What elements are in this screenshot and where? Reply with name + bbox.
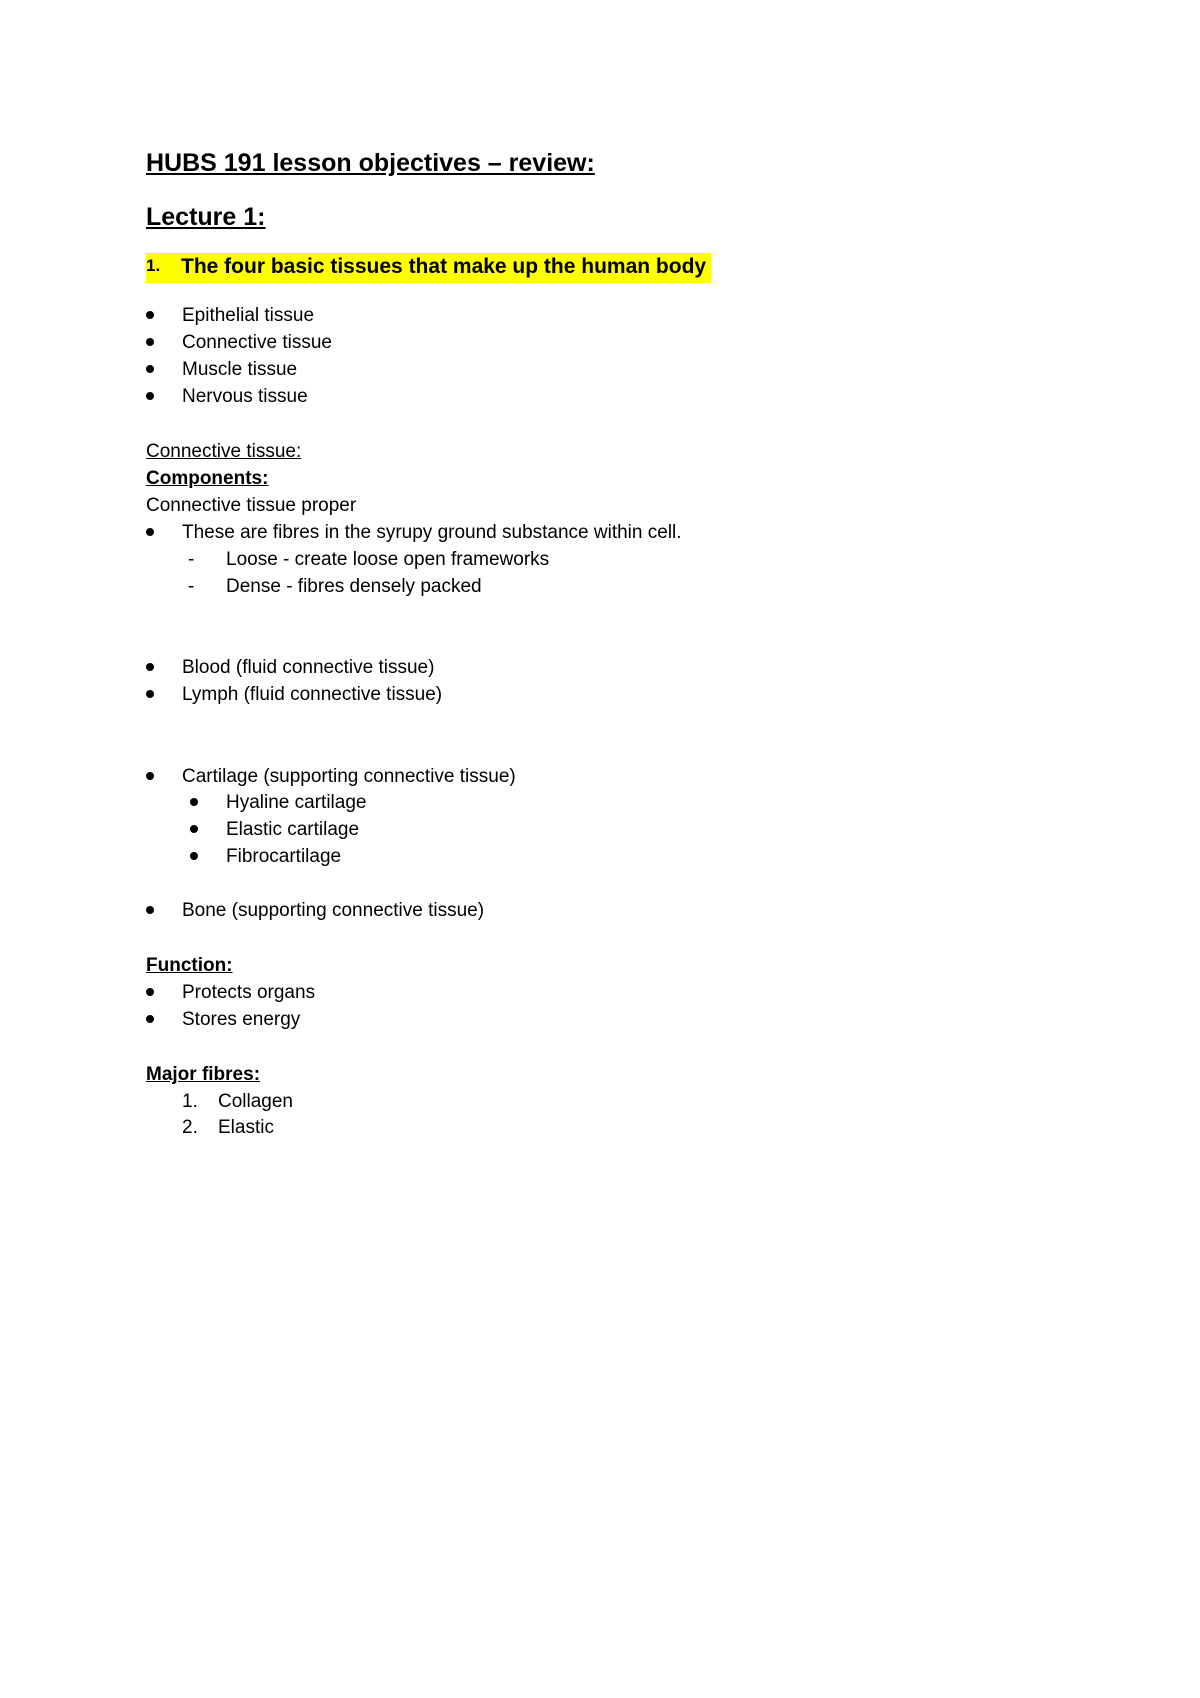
components-heading: Components: [146,468,269,489]
document-title: HUBS 191 lesson objectives – review: [146,149,595,177]
dash-icon: - [188,576,195,597]
bullet-icon [146,1015,154,1023]
proper-label: Connective tissue proper [146,495,357,516]
bullet-icon [146,338,154,346]
bullet-icon [146,906,154,914]
objective-1 [146,253,711,283]
bullet-icon [190,825,198,833]
bullet-icon [146,311,154,319]
bullet-icon [146,365,154,373]
tissue-item: Epithelial tissue [182,305,315,326]
bone-item: Bone (supporting connective tissue) [182,900,485,921]
tissue-item: Connective tissue [182,332,332,353]
fibre-item: Elastic [218,1117,274,1138]
bullet-icon [190,852,198,860]
cartilage-item: Cartilage (supporting connective tissue) [182,766,516,787]
tissue-item: Nervous tissue [182,386,308,407]
fluid-item: Lymph (fluid connective tissue) [182,684,443,705]
objective-text: The four basic tissues that make up the human body [181,255,707,278]
dash-icon: - [188,549,195,570]
proper-sub-item: Loose - create loose open frameworks [226,549,550,570]
function-heading: Function: [146,955,233,976]
function-item: Protects organs [182,982,316,1003]
bullet-icon [146,663,154,671]
bullet-icon [146,528,154,536]
cartilage-type: Fibrocartilage [226,846,342,867]
fibre-number: 2. [182,1117,198,1138]
bullet-icon [190,798,198,806]
cartilage-type: Elastic cartilage [226,819,360,840]
tissue-item: Muscle tissue [182,359,298,380]
proper-bullet: These are fibres in the syrupy ground substance within cell. [182,522,682,543]
bullet-icon [146,392,154,400]
cartilage-type: Hyaline cartilage [226,792,367,813]
fibre-number: 1. [182,1091,198,1112]
connective-heading: Connective tissue: [146,441,302,462]
bullet-icon [146,988,154,996]
lecture-heading: Lecture 1: [146,203,266,231]
bullet-icon [146,772,154,780]
proper-sub-item: Dense - fibres densely packed [226,576,482,597]
fluid-item: Blood (fluid connective tissue) [182,657,435,678]
objective-number: 1. [146,256,161,275]
fibres-heading: Major fibres: [146,1064,261,1085]
fibre-item: Collagen [218,1091,293,1112]
function-item: Stores energy [182,1009,301,1030]
bullet-icon [146,690,154,698]
